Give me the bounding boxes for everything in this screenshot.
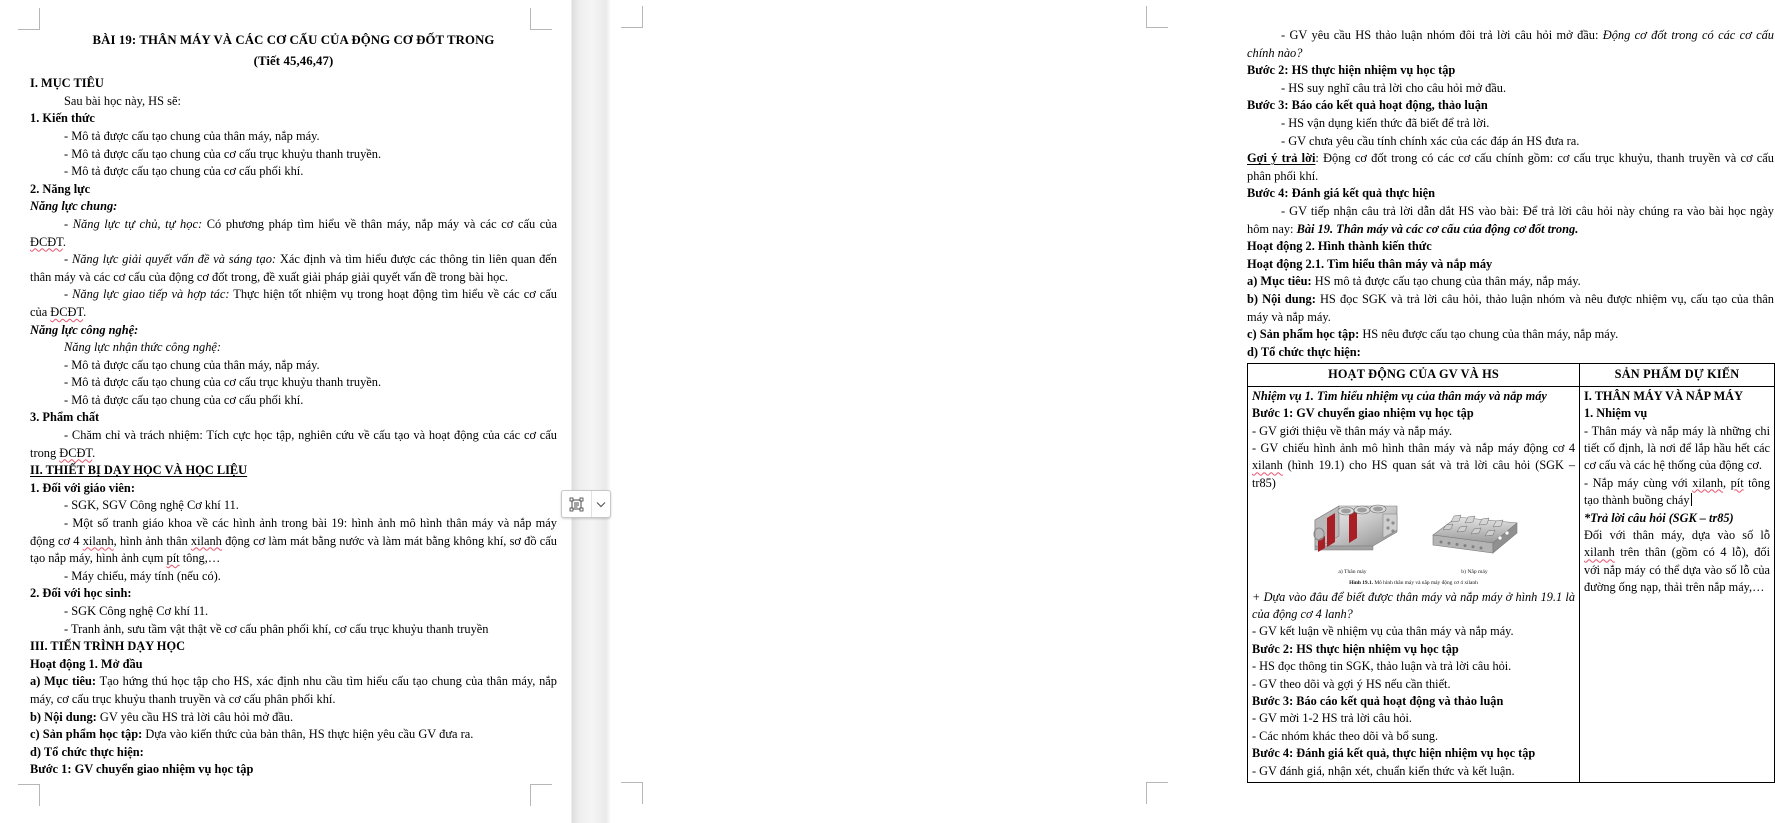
hd21-noi-dung-label: b) Nội dung:	[1247, 291, 1316, 306]
hs-item: - Tranh ảnh, sưu tầm vật thật về cơ cấu phân phối khí, cơ cấu trục khuỷu thanh truyền	[64, 621, 489, 636]
cell-buoc-4-heading: Bước 4: Đánh giá kết quả, thực hiện nhiệm vụ học tập	[1252, 746, 1536, 761]
table-row	[1248, 386, 1775, 782]
r-buoc-2-text: - HS suy nghĩ câu trả lời cho câu hỏi mở đầu.	[1281, 80, 1507, 95]
nang-luc-giao-tiep-tail: .	[83, 304, 87, 319]
r-buoc-4-text: - GV tiếp nhận câu trả lời dẫn dắt HS vào bài: Để trả lời câu hỏi này chúng ra vào bài học ngày hôm nay:	[1247, 203, 1774, 236]
nang-luc-tu-chu-tail: .	[62, 234, 66, 249]
product-line-2-c: tông tạo thành buồng cháy	[1584, 475, 1770, 508]
cylinder-head-image	[1427, 505, 1523, 560]
hd21-muc-tieu-paragraph	[1247, 273, 1774, 291]
figure-part-a	[1305, 498, 1401, 575]
table-header-row	[1248, 364, 1775, 386]
figure-part-b	[1427, 505, 1523, 575]
nang-luc-sang-tao-paragraph	[30, 251, 557, 286]
cell-line-gv-theo-doi: - GV theo dõi và gợi ý HS nếu cần thiết.	[1252, 676, 1451, 691]
document-title-line2: (Tiết 45,46,47)	[253, 53, 334, 68]
nang-luc-cn-item: - Mô tả được cấu tạo chung của thân máy, nắp máy.	[64, 357, 320, 372]
kien-thuc-item: - Mô tả được cấu tạo chung của cơ cấu phối khí.	[64, 164, 304, 179]
goi-y-tra-loi-text: : Động cơ đốt trong có các cơ cấu chính gồm: cơ cấu trục khuỷu, thanh truyền và cơ cấu phân phối khí.	[1247, 151, 1774, 183]
product-answer-heading: *Trả lời câu hỏi (SGK – tr85)	[1584, 510, 1734, 525]
right-page-text-body[interactable]	[1247, 27, 1774, 783]
cell-line-gv-gioi-thieu: - GV giới thiệu về thân máy và nắp máy.	[1252, 423, 1453, 438]
hd21-noi-dung-paragraph	[1247, 291, 1774, 326]
figure-caption	[1252, 579, 1575, 587]
product-answer-b: trên thân (gồm có 4 lỗ), đối với nắp máy có thể dựa vào số lỗ của đường ống nạp, thải trên nắp máy,…	[1584, 545, 1770, 595]
crop-mark-bottom-left	[18, 784, 40, 806]
crop-mark-bottom-right	[530, 784, 552, 806]
product-heading-2: 1. Nhiệm vụ	[1584, 406, 1648, 421]
document-page-left[interactable]	[0, 0, 570, 823]
gv-item2-d: tông,…	[179, 551, 221, 566]
r-buoc-3-heading: Bước 3: Báo cáo kết quả hoạt động, thảo luận	[1247, 98, 1488, 113]
figure-label-b: b) Nắp máy	[1461, 568, 1488, 575]
document-page-right[interactable]	[613, 0, 1775, 823]
product-answer-a: Đối với thân máy, dựa vào số lỗ	[1584, 527, 1770, 542]
table-cell-hoat-dong[interactable]	[1248, 386, 1580, 782]
figure-19-1[interactable]	[1252, 498, 1575, 586]
layout-options-icon	[569, 497, 584, 512]
spellcheck-word-xilanh: xilanh	[1252, 458, 1283, 473]
crop-mark-top-right	[530, 8, 552, 30]
spellcheck-word-xilanh: xilanh	[190, 533, 222, 548]
cell-line-nhom-khac: - Các nhóm khác theo dõi và bổ sung.	[1252, 728, 1439, 743]
heading-hoat-dong-2: Hoạt động 2. Hình thành kiến thức	[1247, 239, 1432, 254]
nang-luc-sang-tao-text: Xác định và tìm hiểu được các thông tin liên quan đến thân máy và các cơ cấu của động cơ đốt trong, đề xuất giải pháp giải quyết vấn đề trong bài học.	[30, 252, 557, 284]
heading-kien-thuc: 1. Kiến thức	[30, 111, 95, 126]
r-buoc-3-text-2: - GV chưa yêu cầu tính chính xác của các đáp án HS đưa ra.	[1281, 133, 1580, 148]
spellcheck-word-dcdt: ĐCĐT	[50, 304, 84, 319]
r-buoc-4-heading: Bước 4: Đánh giá kết quả thực hiện	[1247, 186, 1435, 201]
spellcheck-word-dcdt: ĐCĐT	[30, 234, 63, 249]
nang-luc-cn-item: - Mô tả được cấu tạo chung của cơ cấu trục khuỷu thanh truyền.	[64, 375, 382, 390]
hd1-buoc-1: Bước 1: GV chuyển giao nhiệm vụ học tập	[30, 762, 254, 777]
hd21-san-pham-paragraph	[1247, 326, 1774, 344]
nhiem-vu-1-heading: Nhiệm vụ 1. Tìm hiểu nhiệm vụ của thân máy và nắp máy	[1252, 388, 1547, 403]
gv-yeu-cau-text: - GV yêu cầu HS thảo luận nhóm đôi trả lời câu hỏi mở đầu:	[1281, 28, 1603, 42]
spellcheck-word-xilanh: xilanh	[1692, 475, 1724, 490]
hd21-to-chuc-label: d) Tổ chức thực hiện:	[1247, 344, 1361, 359]
table-header-san-pham: SẢN PHẨM DỰ KIẾN	[1580, 364, 1775, 386]
hd1-san-pham-text: Dựa vào kiến thức của bản thân, HS thực hiện yêu cầu GV đưa ra.	[142, 727, 474, 742]
table-header-hoat-dong: HOẠT ĐỘNG CỦA GV VÀ HS	[1248, 364, 1580, 386]
cell-line-hs-doc: - HS đọc thông tin SGK, thảo luận và trả lời câu hỏi.	[1252, 659, 1512, 674]
gv-item: - SGK, SGV Công nghệ Cơ khí 11.	[64, 498, 239, 513]
hd1-muc-tieu-paragraph	[30, 673, 557, 708]
crop-mark-top-left	[18, 8, 40, 30]
cell-line-gv-chieu-hinh	[1252, 440, 1575, 492]
layout-options-expand-button[interactable]	[592, 491, 610, 517]
spellcheck-word-pit: pít	[166, 551, 180, 566]
heading-nang-luc-cong-nghe: Năng lực công nghệ:	[30, 322, 139, 337]
hd1-noi-dung-paragraph	[30, 709, 557, 727]
figure-caption-text: Mô hình thân máy và nắp máy động cơ 4 xilanh	[1373, 579, 1478, 586]
product-line-2-b: ,	[1723, 475, 1731, 490]
heading-tien-trinh-day-hoc: III. TIẾN TRÌNH DẠY HỌC	[30, 639, 186, 654]
gv-yeu-cau-paragraph	[1247, 27, 1774, 62]
heading-muc-tieu: I. MỤC TIÊU	[30, 76, 104, 91]
heading-doi-voi-giao-vien: 1. Đối với giáo viên:	[30, 480, 135, 495]
nang-luc-tu-chu-paragraph	[30, 216, 557, 251]
cell-line-ket-luan: - GV kết luận về nhiệm vụ của thân máy và nắp máy.	[1252, 624, 1514, 639]
gv-item2-b: , hình ảnh thân	[113, 533, 191, 548]
hd1-noi-dung-label: b) Nội dung:	[30, 709, 97, 724]
product-answer-text	[1584, 527, 1770, 597]
engine-block-image	[1305, 498, 1401, 560]
hd21-muc-tieu-text: HS mô tả được cấu tạo chung của thân máy, nắp máy.	[1311, 274, 1581, 289]
crop-mark-top-left	[621, 6, 643, 28]
cell-line-l2-a: - GV chiếu hình ảnh mô hình thân máy và nắp máy động cơ 4	[1252, 440, 1575, 455]
hd21-noi-dung-text: HS đọc SGK và trả lời câu hỏi, thảo luận nhóm và nêu được nhiệm vụ, cấu tạo của thân máy và nắp máy.	[1247, 291, 1774, 324]
nang-luc-giao-tiep-text: Thực hiện tốt nhiệm vụ trong hoạt động tìm hiểu về các cơ cấu của	[30, 287, 557, 319]
hd1-noi-dung-text: GV yêu cầu HS trả lời câu hỏi mở đầu.	[96, 709, 294, 724]
hd1-muc-tieu-text: Tạo hứng thú học tập cho HS, xác định nhu cầu tìm hiểu cấu tạo chung của thân máy, nắp máy, cơ cấu trục khuỷu thanh truyền và cơ cấu phân phối khí.	[30, 674, 557, 706]
crop-mark-bottom-right	[1146, 782, 1168, 804]
goi-y-tra-loi-paragraph	[1247, 150, 1774, 185]
left-page-text-body[interactable]	[30, 32, 557, 779]
spellcheck-word-xilanh: xilanh	[1584, 545, 1615, 560]
hd1-to-chuc-label: d) Tổ chức thực hiện:	[30, 744, 144, 759]
text-sau-bai-hoc: Sau bài học này, HS sẽ:	[64, 93, 181, 108]
spellcheck-word-xilanh: xilanh	[82, 533, 114, 548]
kien-thuc-item: - Mô tả được cấu tạo chung của cơ cấu trục khuỷu thanh truyền.	[64, 146, 382, 161]
nang-luc-tu-chu-label: - Năng lực tự chủ, tự học:	[64, 216, 203, 231]
product-line-1: - Thân máy và nắp máy là những chi tiết cố định, là nơi để lắp hầu hết các cơ cấu và các hệ thống của động cơ.	[1584, 423, 1770, 473]
activity-table[interactable]	[1247, 363, 1775, 783]
r-buoc-3-text-1: - HS vận dụng kiến thức đã biết để trả lời.	[1281, 115, 1490, 130]
hd21-san-pham-label: c) Sản phẩm học tập:	[1247, 327, 1360, 342]
heading-hoat-dong-2-1: Hoạt động 2.1. Tìm hiểu thân máy và nắp máy	[1247, 256, 1493, 271]
figure-label-a: a) Thân máy	[1338, 568, 1367, 575]
hd1-san-pham-label: c) Sản phẩm học tập:	[30, 727, 143, 742]
cell-buoc-1-heading: Bước 1: GV chuyển giao nhiệm vụ học tập	[1252, 406, 1474, 421]
document-title-line1: BÀI 19: THÂN MÁY VÀ CÁC CƠ CẤU CỦA ĐỘNG CƠ ĐỐT TRONG	[92, 33, 495, 47]
hd21-muc-tieu-label: a) Mục tiêu:	[1247, 274, 1312, 289]
cau-hoi-mo-dau: Động cơ đốt trong có các cơ cấu chính nào?	[1247, 28, 1775, 60]
cell-question: + Dựa vào đâu để biết được thân máy và nắp máy ở hình 19.1 là của động cơ 4 lanh?	[1252, 589, 1575, 621]
nang-luc-giao-tiep-paragraph	[30, 286, 557, 321]
text-cursor	[1691, 493, 1692, 506]
nang-luc-giao-tiep-label: - Năng lực giao tiếp và hợp tác:	[64, 287, 230, 302]
heading-nang-luc: 2. Năng lực	[30, 181, 91, 196]
product-line-2	[1584, 475, 1770, 510]
goi-y-tra-loi-label: Gợi ý trả lời	[1247, 151, 1316, 166]
kien-thuc-item: - Mô tả được cấu tạo chung của thân máy, nắp máy.	[64, 128, 320, 143]
nang-luc-sang-tao-label: - Năng lực giải quyết vấn đề và sáng tạo:	[64, 252, 277, 267]
page-gutter	[570, 0, 613, 823]
crop-mark-bottom-left	[621, 782, 643, 804]
r-buoc-2-heading: Bước 2: HS thực hiện nhiệm vụ học tập	[1247, 63, 1456, 78]
hs-item: - SGK Công nghệ Cơ khí 11.	[64, 604, 209, 618]
spellcheck-word-dcdt: ĐCĐT	[59, 445, 93, 460]
heading-nang-luc-chung: Năng lực chung:	[30, 199, 118, 214]
heading-hoat-dong-1: Hoạt động 1. Mở đầu	[30, 656, 143, 671]
chevron-down-icon	[596, 501, 606, 508]
product-heading-1: I. THÂN MÁY VÀ NẮP MÁY	[1584, 388, 1743, 403]
table-cell-san-pham[interactable]	[1580, 386, 1775, 782]
cell-buoc-3-heading: Bước 3: Báo cáo kết quả hoạt động và thảo luận	[1252, 693, 1504, 708]
cell-buoc-2-heading: Bước 2: HS thực hiện nhiệm vụ học tập	[1252, 641, 1459, 656]
heading-pham-chat: 3. Phẩm chất	[30, 410, 100, 425]
gv-item: - Máy chiếu, máy tính (nếu có).	[64, 568, 221, 583]
gv-item-tranh-giao-khoa	[30, 515, 557, 568]
r-buoc-4-paragraph	[1247, 203, 1774, 238]
hd1-muc-tieu-label: a) Mục tiêu:	[30, 674, 97, 689]
heading-thiet-bi-day-hoc: II. THIẾT BỊ DẠY HỌC VÀ HỌC LIỆU	[30, 463, 248, 478]
heading-doi-voi-hoc-sinh: 2. Đối với học sinh:	[30, 586, 132, 601]
nang-luc-cn-item: - Mô tả được cấu tạo chung của cơ cấu phối khí.	[64, 392, 304, 407]
hd21-san-pham-text: HS nêu được cấu tạo chung của thân máy, nắp máy.	[1359, 327, 1619, 342]
hd1-san-pham-paragraph	[30, 726, 557, 744]
pham-chat-tail: .	[92, 445, 96, 460]
nang-luc-tu-chu-text: Có phương pháp tìm hiểu về thân máy, nắp máy và các cơ cấu của	[202, 216, 557, 231]
product-line-2-a: - Nắp máy cùng với	[1584, 475, 1693, 490]
layout-options-widget[interactable]	[561, 490, 611, 518]
crop-mark-top-right	[1146, 6, 1168, 28]
layout-options-button[interactable]	[562, 491, 592, 517]
bai-19-emphasis: Bài 19. Thân máy và các cơ cấu của động cơ đốt trong.	[1296, 221, 1579, 236]
gv-item2-c: động cơ làm mát bằng nước và làm mát bằng không khí, sơ đồ cấu tạo nắp máy, hình ảnh cụm	[30, 533, 557, 566]
pham-chat-paragraph	[30, 427, 557, 462]
cell-line-danh-gia: - GV đánh giá, nhận xét, chuẩn kiến thức và kết luận.	[1252, 763, 1515, 778]
spellcheck-word-pit: pít	[1730, 475, 1744, 490]
heading-nhan-thuc-cong-nghe: Năng lực nhận thức công nghệ:	[64, 340, 222, 355]
gv-item2-a: - Một số tranh giáo khoa về các hình ảnh trong bài 19: hình ảnh mô hình thân máy và nắp máy động cơ 4	[30, 516, 557, 548]
figure-caption-number: Hình 19.1.	[1349, 579, 1373, 586]
pham-chat-text: - Chăm chỉ và trách nhiệm: Tích cực học tập, nghiên cứu về cấu tạo và hoạt động của các cơ cấu trong	[30, 428, 557, 460]
cell-line-gv-moi: - GV mời 1-2 HS trả lời câu hỏi.	[1252, 711, 1412, 726]
cell-line-l2-b: (hình 19.1) cho HS quan sát và trả lời câu hỏi (SGK – tr85)	[1252, 458, 1575, 490]
